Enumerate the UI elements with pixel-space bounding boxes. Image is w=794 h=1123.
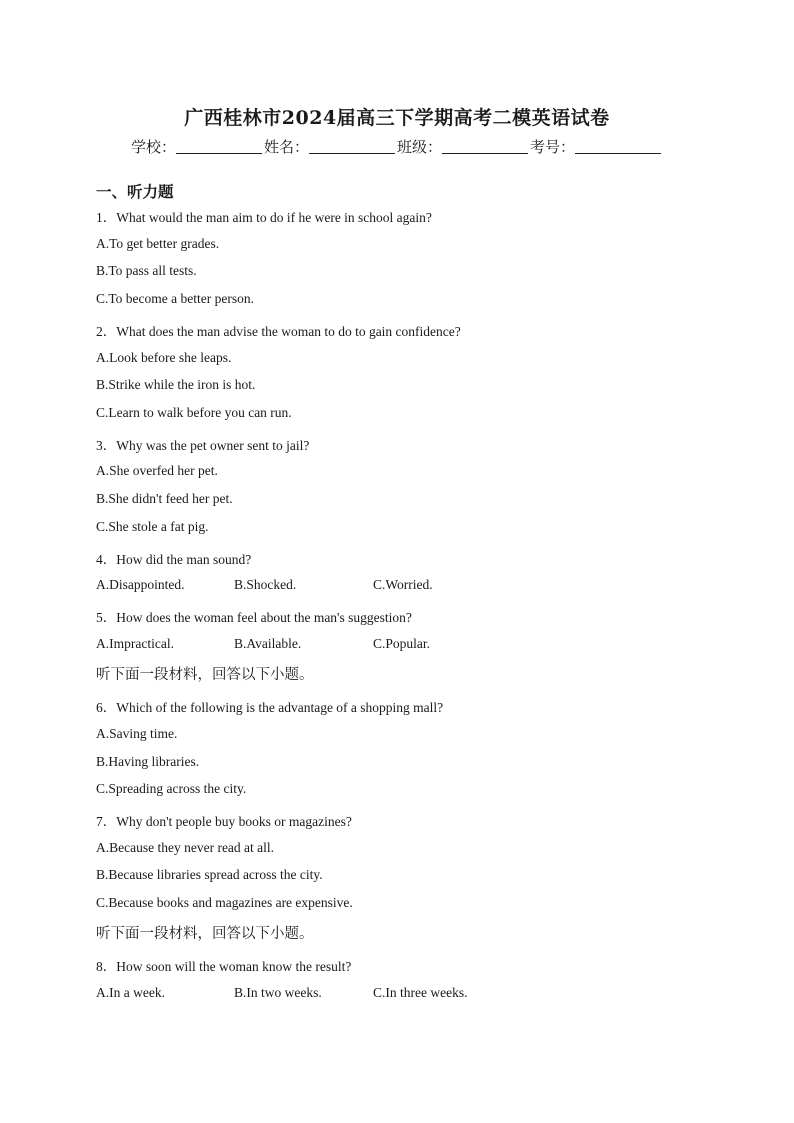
- q4-option-c: C.Worried.: [373, 577, 433, 592]
- q2-option-a: A.Look before she leaps.: [96, 350, 232, 365]
- q4-option-a: A.Disappointed.: [96, 577, 185, 592]
- section-heading: 一、听力题: [96, 182, 174, 201]
- question-1: 1．What would the man aim to do if he were in school again?: [96, 210, 432, 225]
- question-2: 2．What does the man advise the woman to do to gain confidence?: [96, 324, 461, 339]
- question-3: 3．Why was the pet owner sent to jail?: [96, 438, 310, 453]
- q7-option-a: A.Because they never read at all.: [96, 840, 275, 855]
- q8-option-a: A.In a week.: [96, 985, 165, 1000]
- q6-option-b: B.Having libraries.: [96, 754, 200, 769]
- student-info-line: [0, 136, 794, 157]
- school-label: 学校：: [130, 138, 176, 156]
- q1-option-a: A.To get better grades.: [96, 236, 220, 251]
- q3-option-a: A.She overfed her pet.: [96, 463, 218, 478]
- exam-number-blank[interactable]: [575, 139, 661, 154]
- question-8: 8．How soon will the woman know the result?: [96, 959, 352, 974]
- class-label: 班级：: [397, 138, 443, 156]
- q1-option-b: B.To pass all tests.: [96, 263, 197, 278]
- question-4: 4．How did the man sound?: [96, 552, 252, 567]
- exam-number-label: 考号：: [530, 138, 576, 156]
- q2-option-c: C.Learn to walk before you can run.: [96, 405, 292, 420]
- q6-option-a: A.Saving time.: [96, 726, 178, 741]
- q8-option-b: B.In two weeks.: [234, 985, 322, 1000]
- school-blank[interactable]: [176, 139, 262, 154]
- q5-option-c: C.Popular.: [373, 636, 431, 651]
- name-label: 姓名：: [263, 138, 309, 156]
- q1-option-c: C.To become a better person.: [96, 291, 254, 306]
- question-6: 6．Which of the following is the advantage of a shopping mall?: [96, 700, 444, 715]
- q2-option-b: B.Strike while the iron is hot.: [96, 377, 256, 392]
- listening-instruction-2: 听下面一段材料，回答以下小题。: [96, 926, 314, 942]
- q3-option-b: B.She didn't feed her pet.: [96, 491, 233, 506]
- q6-option-c: C.Spreading across the city.: [96, 781, 247, 796]
- q3-option-c: C.She stole a fat pig.: [96, 519, 209, 534]
- question-7: 7．Why don't people buy books or magazines?: [96, 814, 352, 829]
- q8-option-c: C.In three weeks.: [373, 985, 468, 1000]
- question-5: 5．How does the woman feel about the man's suggestion?: [96, 610, 412, 625]
- class-blank[interactable]: [442, 139, 528, 154]
- q7-option-c: C.Because books and magazines are expensive.: [96, 895, 353, 910]
- q4-option-b: B.Shocked.: [234, 577, 297, 592]
- exam-title: 广西桂林市2024届高三下学期高考二模英语试卷: [184, 107, 610, 129]
- listening-instruction-1: 听下面一段材料，回答以下小题。: [96, 667, 314, 683]
- q7-option-b: B.Because libraries spread across the city.: [96, 867, 323, 882]
- q5-option-b: B.Available.: [234, 636, 302, 651]
- name-blank[interactable]: [309, 139, 395, 154]
- q5-option-a: A.Impractical.: [96, 636, 174, 651]
